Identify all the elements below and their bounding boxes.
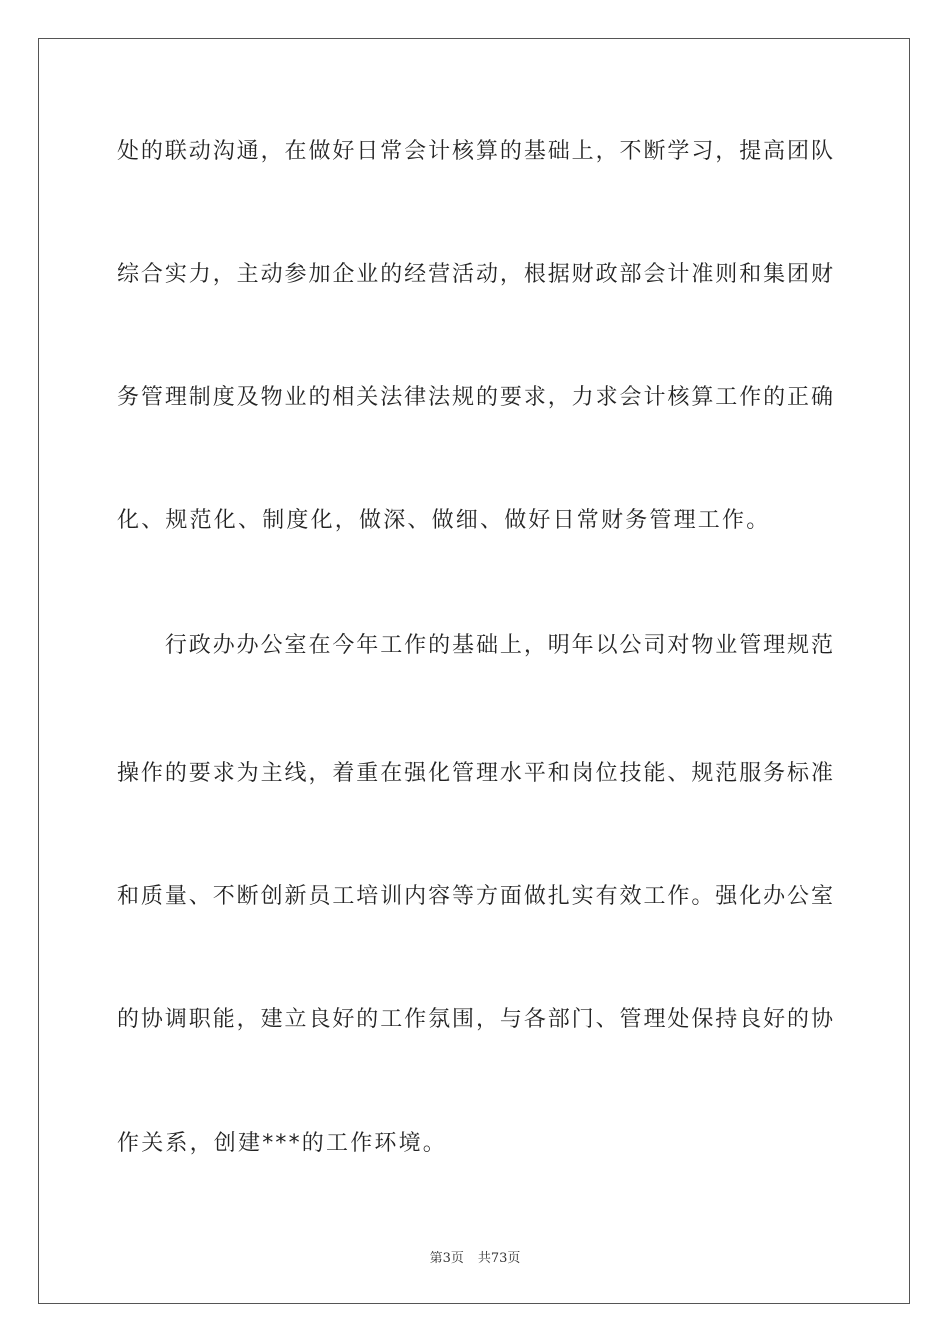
- text-line: 作关系，创建***的工作环境。: [117, 1131, 448, 1156]
- page-number: 第3页: [429, 1251, 464, 1266]
- text-line: 操作的要求为主线，着重在强化管理水平和岗位技能、规范服务标准: [117, 761, 833, 786]
- text-line: 行政办办公室在今年工作的基础上，明年以公司对物业管理规范: [117, 633, 833, 658]
- text-line: 和质量、不断创新员工培训内容等方面做扎实有效工作。强化办公室: [117, 884, 833, 909]
- text-line: 务管理制度及物业的相关法律法规的要求，力求会计核算工作的正确: [117, 385, 833, 410]
- text-line: 的协调职能，建立良好的工作氛围，与各部门、管理处保持良好的协: [117, 1007, 833, 1032]
- text-line: 处的联动沟通，在做好日常会计核算的基础上，不断学习，提高团队: [117, 139, 833, 164]
- text-line: 综合实力，主动参加企业的经营活动，根据财政部会计准则和集团财: [117, 262, 833, 287]
- page-footer: [0, 1247, 950, 1266]
- page-total: 共73页: [477, 1251, 521, 1266]
- page-frame: [38, 38, 910, 1304]
- text-line: 化、规范化、制度化，做深、做细、做好日常财务管理工作。: [117, 508, 771, 533]
